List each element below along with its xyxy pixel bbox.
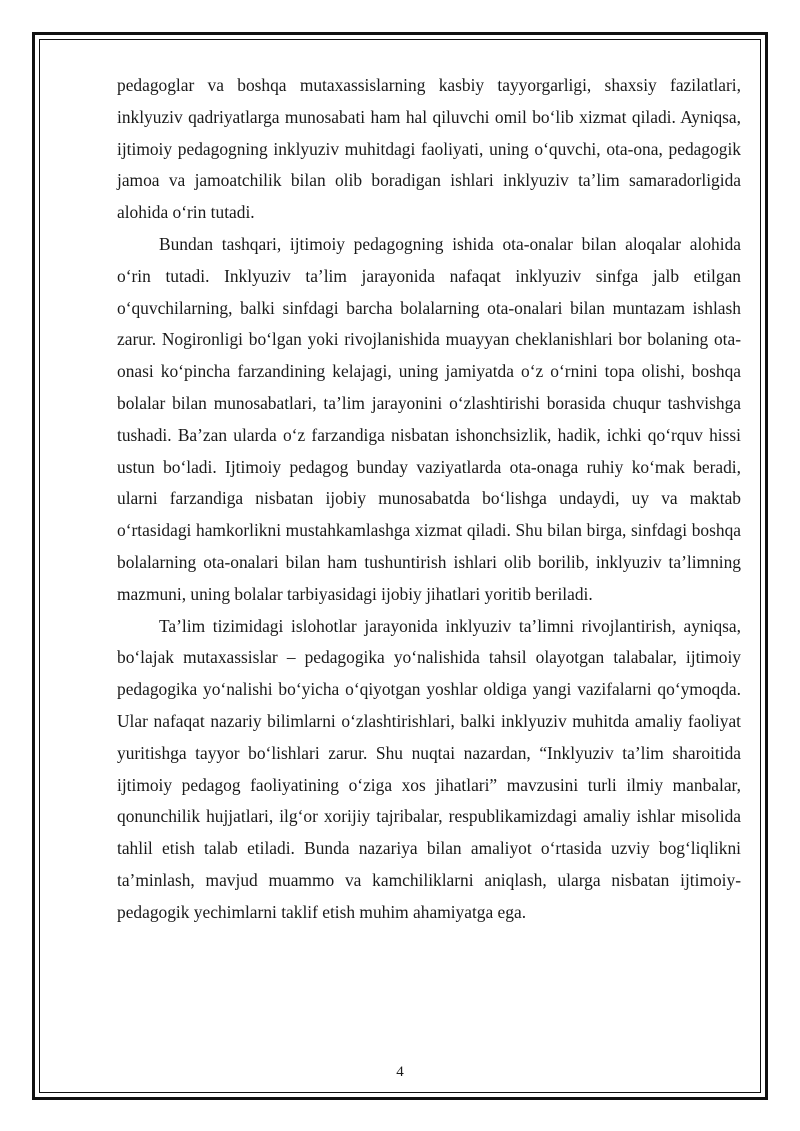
document-body [117,70,741,929]
paragraph-3: Taʼlim tizimidagi islohotlar jarayonida inklyuziv taʼlimni rivojlantirish, ayniqsa, boʻlajak mutaxassislar – pedagogika yoʻnalishida tahsil olayotgan talabalar, ijtimoiy pedagogika yoʻnalishi boʻyicha oʻqiyotgan yoshlar oldiga yangi vazifalarni qoʻymoqda. Ular nafaqat nazariy bilimlarni oʻzlashtirishlari, balki inklyuziv muhitda amaliy faoliyat yuritishga tayyor boʻlishlari zarur. Shu nuqtai nazardan, “Inklyuziv taʼlim sharoitida ijtimoiy pedagog faoliyatining oʻziga xos jihatlari” mavzusini turli ilmiy manbalar, qonunchilik hujjatlari, ilgʻor xorijiy tajribalar, respublikamizdagi amaliy ishlar misolida tahlil etish talab etiladi. Bunda nazariya bilan amaliyot oʻrtasida uzviy bogʻliqlikni taʼminlash, mavjud muammo va kamchiliklarni aniqlash, ularga nisbatan ijtimoiy-pedagogik yechimlarni taklif etish muhim ahamiyatga ega. [117,615,741,922]
paragraph-1: pedagoglar va boshqa mutaxassislarning kasbiy tayyorgarligi, shaxsiy fazilatlari, inklyuziv qadriyatlarga munosabati ham hal qiluvchi omil boʻlib xizmat qiladi. Ayniqsa, ijtimoiy pedagogning inklyuziv muhitdagi faoliyati, uning oʻquvchi, ota-ona, pedagogik jamoa va jamoatchilik bilan olib boradigan ishlari inklyuziv taʼlim samaradorligida alohida oʻrin tutadi. [117,75,741,223]
page-number: 4 [396,1064,404,1080]
paragraph-2: Bundan tashqari, ijtimoiy pedagogning ishida ota-onalar bilan aloqalar alohida oʻrin tutadi. Inklyuziv taʼlim jarayonida nafaqat inklyuziv sinfga jalb etilgan oʻquvchilarning, balki sinfdagi barcha bolalarning ota-onalari bilan muntazam ishlash zarur. Nogironligi boʻlgan yoki rivojlanishida muayyan cheklanishlari bor bolaning ota-onasi koʻpincha farzandining kelajagi, uning jamiyatda oʻz oʻrnini topa olishi, boshqa bolalar bilan munosabatlari, taʼlim jarayonini oʻzlashtirishi borasida chuqur tashvishga tushadi. Baʼzan ularda oʻz farzandiga nisbatan ishonchsizlik, hadik, ichki qoʻrquv hissi ustun boʻladi. Ijtimoiy pedagog bunday vaziyatlarda ota-onaga ruhiy koʻmak beradi, ularni farzandiga nisbatan ijobiy munosabatda boʻlishga undaydi, uy va maktab oʻrtasidagi hamkorlikni mustahkamlashga xizmat qiladi. Shu bilan birga, sinfdagi boshqa bolalarning ota-onalari bilan ham tushuntirish ishlari olib borilib, inklyuziv taʼlimning mazmuni, uning bolalar tarbiyasidagi ijobiy jihatlari yoritib beriladi. [117,233,741,604]
